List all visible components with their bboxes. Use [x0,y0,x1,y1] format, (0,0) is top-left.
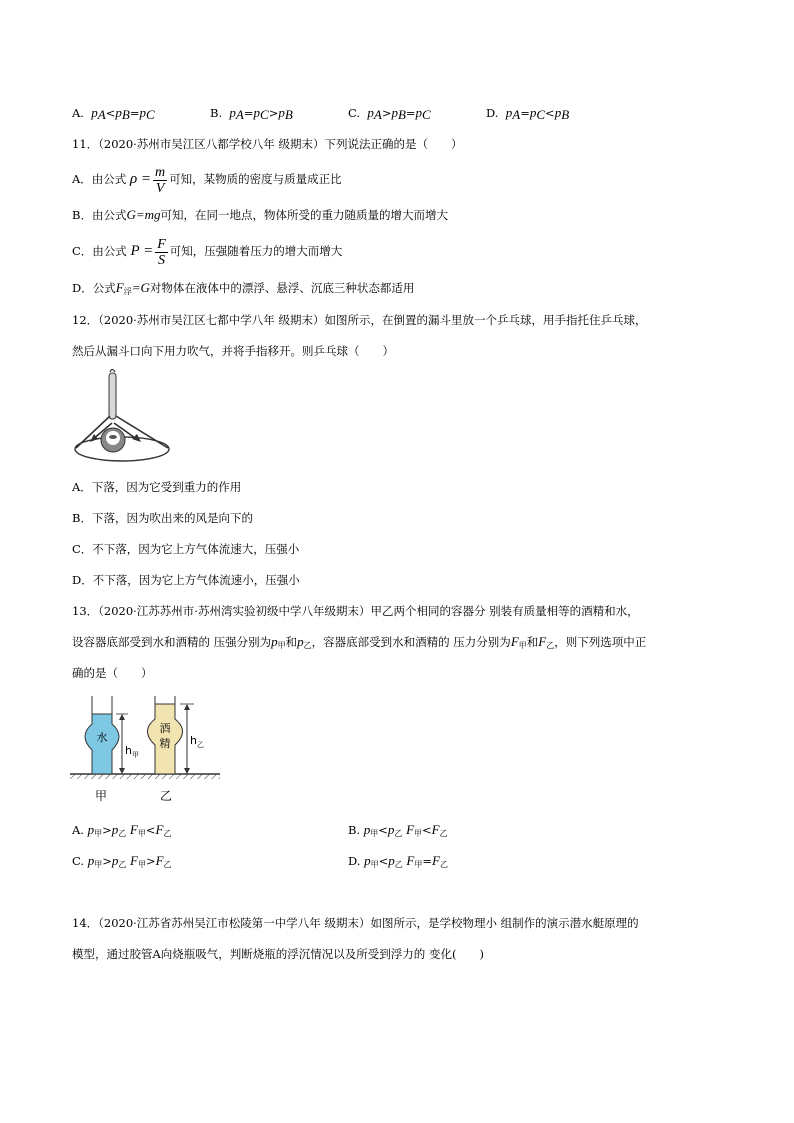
label-jia: 甲 [95,789,108,803]
q13-option-a: A. $p_甲>p_乙$ $F_甲<F_乙$ [72,822,172,838]
q11-option-b: B．由公式G=mg可知，在同一地点，物体所受的重力随质量的增大而增大 [72,207,449,222]
q10-option-c: C. $p_A>p_B=p_C$ [348,105,431,122]
h-yi-label: $h_乙$ [190,734,204,749]
fraction-f-over-s: $\frac{F}{S}$ [157,236,166,268]
water-label: 水 [96,731,108,744]
label-yi: 乙 [160,789,173,803]
q11-option-d: D．公式$F_浮=G$对物体在液体中的漂浮、悬浮、沉底三种状态都适用 [72,280,415,296]
q10-option-d: D. $p_A=p_C<p_B$ [486,105,570,122]
containers-figure [70,694,220,808]
q13-option-d: D. $p_甲<p_乙$ $F_甲=F_乙$ [348,853,448,869]
q10-option-b: B. $p_A=p_C>p_B$ [210,105,293,122]
q12-option-b: B．下落，因为吹出来的风是向下的 [72,511,253,525]
q11-stem: 11．（2020·苏州市吴江区八都学校八年 级期末）下列说法正确的是（ ） [72,137,463,151]
q10-option-a: A. $p_A<p_B=p_C$ [72,105,155,122]
q13-stem-line2: 设容器底部受到水和酒精的 压强分别为$p_甲$和$p_乙$，容器底部受到水和酒精的 压力分别为$F_甲$和$F_乙$，则下列选项中正 [72,634,647,650]
q12-stem-line1: 12．（2020·苏州市吴江区七都中学八年 级期末）如图所示，在倒置的漏斗里放一个乒乓球，用手指托住乒乓球， [72,313,647,327]
q14-stem-line2: 模型，通过胶管A向烧瓶吸气，判断烧瓶的浮沉情况以及所受到浮力的 变化( ) [72,947,484,961]
q14-stem-line1: 14．（2020·江苏省苏州吴江市松陵第一中学八年 级期末）如图所示，是学校物理小 组制作的演示潜水艇原理的 [72,916,639,930]
fraction-m-over-v: $\frac{m}{V}$ [155,164,166,196]
q11-option-c: C．由公式 P = $\frac{F}{S}$ 可知，压强随着压力的增大而增大 [72,236,343,268]
q12-option-c: C．不下落，因为它上方气体流速大，压强小 [72,542,300,556]
q13-stem-line3: 确的是（ ） [72,666,153,680]
q12-option-d: D．不下落，因为它上方气体流速小，压强小 [72,573,300,587]
q13-option-c: C. $p_甲>p_乙$ $F_甲>F_乙$ [72,853,172,869]
q12-option-a: A．下落，因为它受到重力的作用 [72,480,242,494]
alcohol-label-2: 精 [159,737,171,750]
h-jia-label: $h_甲$ [125,744,139,759]
q12-stem-line2: 然后从漏斗口向下用力吹气，并将手指移开。则乒乓球（ ） [72,344,394,358]
q13-option-b: B. $p_甲<p_乙$ $F_甲<F_乙$ [348,822,448,838]
q11-option-a: A．由公式 ρ = $\frac{m}{V}$ 可知，某物质的密度与质量成正比 [72,164,342,196]
alcohol-label-1: 酒 [159,722,171,735]
q13-stem-line1: 13．（2020·江苏苏州市·苏州湾实验初级中学八年级期末）甲乙两个相同的容器分 别装有质量相等的酒精和水， [72,604,639,618]
funnel-ping-pong-figure [72,368,172,466]
